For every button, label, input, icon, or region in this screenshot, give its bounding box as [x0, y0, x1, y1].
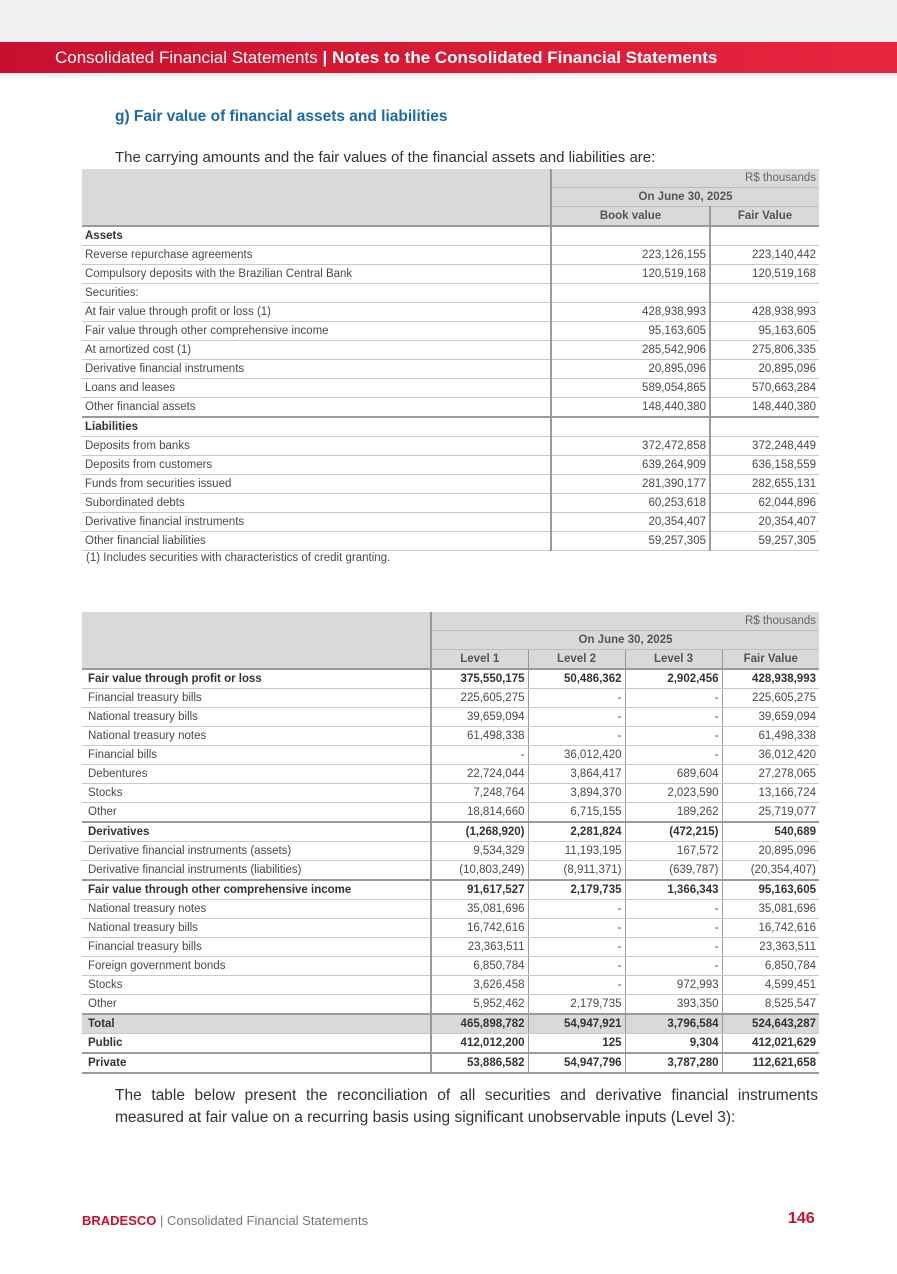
value-cell: 22,724,044: [431, 765, 528, 784]
value-cell: 225,605,275: [431, 689, 528, 708]
value-cell: 428,938,993: [722, 669, 819, 689]
value-cell: (8,911,371): [528, 861, 625, 881]
table-row: [82, 265, 819, 284]
value-cell: 95,163,605: [722, 880, 819, 900]
table-row: [82, 437, 819, 456]
footer-brand: BRADESCO: [82, 1213, 157, 1228]
book-value-cell: 428,938,993: [551, 303, 710, 322]
value-cell: 6,715,155: [528, 803, 625, 823]
assets-rows: [82, 246, 819, 418]
table-row: [82, 976, 819, 995]
value-cell: 112,621,658: [722, 1053, 819, 1073]
value-cell: 39,659,094: [722, 708, 819, 727]
value-cell: -: [625, 708, 722, 727]
row-label: Other: [82, 995, 431, 1015]
value-cell: 8,525,547: [722, 995, 819, 1015]
table-row: [82, 880, 819, 900]
value-cell: 54,947,796: [528, 1053, 625, 1073]
value-cell: 167,572: [625, 842, 722, 861]
row-label: At fair value through profit or loss (1): [82, 303, 551, 322]
table-row: [82, 1014, 819, 1034]
row-label: Foreign government bonds: [82, 957, 431, 976]
value-cell: 3,894,370: [528, 784, 625, 803]
table-row: [82, 784, 819, 803]
row-label: Fair value through profit or loss: [82, 669, 431, 689]
row-label: Financial bills: [82, 746, 431, 765]
header-separator: |: [322, 48, 328, 67]
value-cell: -: [528, 976, 625, 995]
book-value-cell: 148,440,380: [551, 398, 710, 418]
row-label: Funds from securities issued: [82, 475, 551, 494]
unit-label: R$ thousands: [551, 169, 819, 188]
row-label: Financial treasury bills: [82, 938, 431, 957]
fair-value-cell: 275,806,335: [710, 341, 819, 360]
book-value-cell: 589,054,865: [551, 379, 710, 398]
fair-value-cell: [710, 284, 819, 303]
table-row: [82, 360, 819, 379]
col-level-2: Level 2: [528, 650, 625, 670]
fair-value-cell: 20,354,407: [710, 513, 819, 532]
table-row: [82, 919, 819, 938]
value-cell: 23,363,511: [431, 938, 528, 957]
value-cell: 393,350: [625, 995, 722, 1015]
value-cell: 225,605,275: [722, 689, 819, 708]
value-cell: 6,850,784: [722, 957, 819, 976]
book-value-cell: 639,264,909: [551, 456, 710, 475]
value-cell: -: [528, 727, 625, 746]
table-row: [82, 322, 819, 341]
fair-value-cell: 428,938,993: [710, 303, 819, 322]
value-cell: 50,486,362: [528, 669, 625, 689]
value-cell: -: [528, 900, 625, 919]
col-level-1: Level 1: [431, 650, 528, 670]
book-value-cell: 20,895,096: [551, 360, 710, 379]
value-cell: 25,719,077: [722, 803, 819, 823]
value-cell: -: [431, 746, 528, 765]
value-cell: 5,952,462: [431, 995, 528, 1015]
top-strip: [0, 0, 897, 42]
header-blank-cell: [82, 169, 551, 226]
page-number: 146: [788, 1210, 815, 1227]
fair-value-cell: 570,663,284: [710, 379, 819, 398]
fair-value-cell: 636,158,559: [710, 456, 819, 475]
value-cell: -: [625, 919, 722, 938]
unit-label: R$ thousands: [431, 612, 819, 631]
table-row: [82, 475, 819, 494]
row-label: Financial treasury bills: [82, 689, 431, 708]
row-label: Subordinated debts: [82, 494, 551, 513]
value-cell: 6,850,784: [431, 957, 528, 976]
value-cell: 16,742,616: [722, 919, 819, 938]
value-cell: -: [625, 746, 722, 765]
banner-shadow: [0, 73, 897, 81]
table-row: [82, 861, 819, 881]
value-cell: 9,534,329: [431, 842, 528, 861]
value-cell: 61,498,338: [431, 727, 528, 746]
value-cell: 3,796,584: [625, 1014, 722, 1034]
row-label: National treasury notes: [82, 900, 431, 919]
table-row: [82, 284, 819, 303]
value-cell: 2,023,590: [625, 784, 722, 803]
value-cell: 36,012,420: [722, 746, 819, 765]
table-row: [82, 957, 819, 976]
table-row: [82, 995, 819, 1015]
value-cell: 9,304: [625, 1034, 722, 1054]
value-cell: 375,550,175: [431, 669, 528, 689]
row-label: Other financial liabilities: [82, 532, 551, 551]
value-cell: -: [528, 938, 625, 957]
assets-label: Assets: [82, 226, 551, 246]
row-label: Deposits from banks: [82, 437, 551, 456]
table-row: [82, 303, 819, 322]
fair-value-cell: 95,163,605: [710, 322, 819, 341]
table-row: [82, 494, 819, 513]
row-label: Private: [82, 1053, 431, 1073]
value-cell: 972,993: [625, 976, 722, 995]
row-label: Derivative financial instruments: [82, 360, 551, 379]
table-row: [82, 842, 819, 861]
fair-value-cell: 59,257,305: [710, 532, 819, 551]
table-row: [82, 803, 819, 823]
table-row: [82, 746, 819, 765]
row-label: National treasury bills: [82, 708, 431, 727]
value-cell: (1,268,920): [431, 822, 528, 842]
book-value-cell: 59,257,305: [551, 532, 710, 551]
value-cell: 689,604: [625, 765, 722, 784]
table-row: [82, 822, 819, 842]
liabilities-rows: [82, 437, 819, 551]
value-cell: 53,886,582: [431, 1053, 528, 1073]
row-label: Stocks: [82, 784, 431, 803]
row-label: Fair value through other comprehensive income: [82, 322, 551, 341]
table-row: [82, 1053, 819, 1073]
value-cell: 3,864,417: [528, 765, 625, 784]
value-cell: 35,081,696: [431, 900, 528, 919]
hierarchy-rows: [82, 669, 819, 1073]
fair-value-hierarchy-table: [82, 612, 819, 1074]
table-row: [82, 708, 819, 727]
value-cell: (20,354,407): [722, 861, 819, 881]
row-label: National treasury bills: [82, 919, 431, 938]
row-label: Reverse repurchase agreements: [82, 246, 551, 265]
footer-separator: |: [160, 1213, 164, 1228]
value-cell: 1,366,343: [625, 880, 722, 900]
table-row: [82, 938, 819, 957]
table-row: [82, 456, 819, 475]
fair-value-cell: 62,044,896: [710, 494, 819, 513]
row-label: Loans and leases: [82, 379, 551, 398]
row-label: Other: [82, 803, 431, 823]
reconciliation-paragraph: The table below present the reconciliation of all securities and derivative financial instruments measured at fair value on a recurring basis using significant unobservable inputs (Level 3):: [115, 1087, 818, 1126]
header-banner: [0, 42, 897, 73]
row-label: Stocks: [82, 976, 431, 995]
book-value-cell: 285,542,906: [551, 341, 710, 360]
value-cell: -: [625, 938, 722, 957]
value-cell: 91,617,527: [431, 880, 528, 900]
value-cell: 465,898,782: [431, 1014, 528, 1034]
book-value-cell: [551, 284, 710, 303]
col-fair-value: Fair Value: [710, 207, 819, 227]
value-cell: 4,599,451: [722, 976, 819, 995]
book-value-cell: 281,390,177: [551, 475, 710, 494]
row-label: Securities:: [82, 284, 551, 303]
value-cell: 125: [528, 1034, 625, 1054]
table-row: [82, 765, 819, 784]
header-blank-cell: [82, 612, 431, 669]
fair-value-cell: 223,140,442: [710, 246, 819, 265]
book-value-cell: 20,354,407: [551, 513, 710, 532]
table-row: [82, 669, 819, 689]
row-label: Fair value through other comprehensive income: [82, 880, 431, 900]
value-cell: 27,278,065: [722, 765, 819, 784]
row-label: Compulsory deposits with the Brazilian Central Bank: [82, 265, 551, 284]
footnote: (1) Includes securities with characteristics of credit granting.: [86, 552, 391, 564]
fair-value-table: [82, 169, 819, 551]
fair-value-cell: 120,519,168: [710, 265, 819, 284]
value-cell: -: [528, 708, 625, 727]
footer-text: Consolidated Financial Statements: [167, 1213, 368, 1228]
book-value-cell: 95,163,605: [551, 322, 710, 341]
value-cell: 540,689: [722, 822, 819, 842]
value-cell: 36,012,420: [528, 746, 625, 765]
table-row: [82, 341, 819, 360]
value-cell: 16,742,616: [431, 919, 528, 938]
table-row: [82, 246, 819, 265]
date-header: On June 30, 2025: [431, 631, 819, 650]
value-cell: 2,281,824: [528, 822, 625, 842]
book-value-cell: 223,126,155: [551, 246, 710, 265]
value-cell: -: [528, 919, 625, 938]
table-row: [82, 727, 819, 746]
footer: [82, 1213, 368, 1228]
value-cell: 412,012,200: [431, 1034, 528, 1054]
book-value-cell: 120,519,168: [551, 265, 710, 284]
fair-value-cell: 372,248,449: [710, 437, 819, 456]
row-label: Derivatives: [82, 822, 431, 842]
row-label: At amortized cost (1): [82, 341, 551, 360]
value-cell: -: [625, 957, 722, 976]
col-book-value: Book value: [551, 207, 710, 227]
value-cell: 20,895,096: [722, 842, 819, 861]
table-row: [82, 689, 819, 708]
table-row: [82, 398, 819, 418]
header-section: Consolidated Financial Statements: [55, 48, 318, 67]
value-cell: -: [528, 957, 625, 976]
value-cell: 7,248,764: [431, 784, 528, 803]
value-cell: (472,215): [625, 822, 722, 842]
value-cell: 412,021,629: [722, 1034, 819, 1054]
row-label: Derivative financial instruments (assets): [82, 842, 431, 861]
section-heading: g) Fair value of financial assets and liabilities: [115, 108, 448, 125]
row-label: Derivative financial instruments (liabilities): [82, 861, 431, 881]
header-subsection: Notes to the Consolidated Financial Statements: [331, 48, 718, 67]
value-cell: 2,902,456: [625, 669, 722, 689]
value-cell: 524,643,287: [722, 1014, 819, 1034]
table-row: [82, 379, 819, 398]
table-row: [82, 532, 819, 551]
col-fair-value: Fair Value: [722, 650, 819, 670]
intro-text: The carrying amounts and the fair values of the financial assets and liabilities are:: [115, 149, 656, 166]
value-cell: 13,166,724: [722, 784, 819, 803]
value-cell: 3,626,458: [431, 976, 528, 995]
fair-value-cell: 282,655,131: [710, 475, 819, 494]
row-label: Other financial assets: [82, 398, 551, 418]
row-label: Total: [82, 1014, 431, 1034]
value-cell: -: [625, 900, 722, 919]
fair-value-cell: 20,895,096: [710, 360, 819, 379]
row-label: Debentures: [82, 765, 431, 784]
value-cell: (10,803,249): [431, 861, 528, 881]
value-cell: -: [625, 689, 722, 708]
table-row: [82, 513, 819, 532]
liabilities-label: Liabilities: [82, 417, 551, 437]
row-label: Public: [82, 1034, 431, 1054]
value-cell: -: [625, 727, 722, 746]
date-header: On June 30, 2025: [551, 188, 819, 207]
value-cell: 2,179,735: [528, 880, 625, 900]
value-cell: -: [528, 689, 625, 708]
book-value-cell: 60,253,618: [551, 494, 710, 513]
row-label: Derivative financial instruments: [82, 513, 551, 532]
row-label: Deposits from customers: [82, 456, 551, 475]
value-cell: 39,659,094: [431, 708, 528, 727]
value-cell: 23,363,511: [722, 938, 819, 957]
book-value-cell: 372,472,858: [551, 437, 710, 456]
col-level-3: Level 3: [625, 650, 722, 670]
value-cell: 18,814,660: [431, 803, 528, 823]
value-cell: 189,262: [625, 803, 722, 823]
value-cell: 54,947,921: [528, 1014, 625, 1034]
value-cell: 3,787,280: [625, 1053, 722, 1073]
value-cell: 35,081,696: [722, 900, 819, 919]
table-row: [82, 900, 819, 919]
row-label: National treasury notes: [82, 727, 431, 746]
value-cell: 2,179,735: [528, 995, 625, 1015]
value-cell: 61,498,338: [722, 727, 819, 746]
value-cell: (639,787): [625, 861, 722, 881]
table-row: [82, 1034, 819, 1054]
value-cell: 11,193,195: [528, 842, 625, 861]
fair-value-cell: 148,440,380: [710, 398, 819, 418]
